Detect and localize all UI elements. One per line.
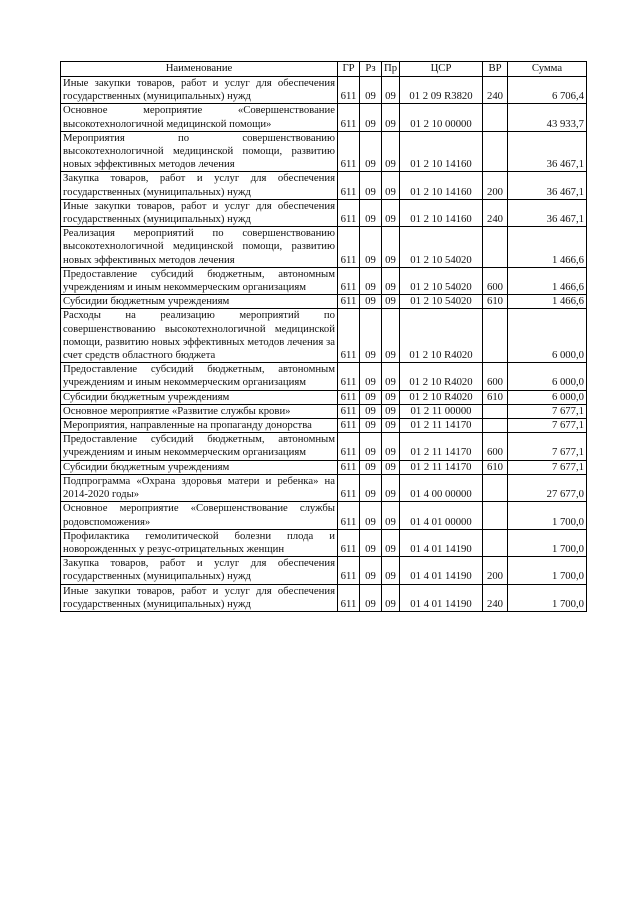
row-gr: 611 (338, 557, 360, 584)
row-gr: 611 (338, 390, 360, 404)
row-sum: 6 000,0 (508, 390, 587, 404)
row-csr: 01 2 11 14170 (400, 460, 483, 474)
header-row (61, 62, 587, 77)
table-row (61, 309, 587, 363)
row-name: Мероприятия, направленные на пропаганду донорства (61, 419, 338, 433)
header-vr: ВР (483, 62, 508, 77)
row-name: Иные закупки товаров, работ и услуг для обеспечения государственных (муниципальных) нужд (61, 199, 338, 226)
row-rz: 09 (360, 172, 382, 199)
row-pr: 09 (382, 584, 400, 611)
row-pr: 09 (382, 419, 400, 433)
row-sum: 6 000,0 (508, 309, 587, 363)
row-rz: 09 (360, 460, 382, 474)
table-row (61, 295, 587, 309)
header-csr: ЦСР (400, 62, 483, 77)
row-name: Предоставление субсидий бюджетным, автономным учреждениям и иным некоммерческим организациям (61, 267, 338, 294)
row-rz: 09 (360, 433, 382, 460)
row-pr: 09 (382, 502, 400, 529)
row-pr: 09 (382, 390, 400, 404)
row-gr: 611 (338, 104, 360, 131)
row-gr: 611 (338, 227, 360, 268)
row-vr: 240 (483, 199, 508, 226)
row-name: Субсидии бюджетным учреждениям (61, 390, 338, 404)
row-name: Иные закупки товаров, работ и услуг для обеспечения государственных (муниципальных) нужд (61, 77, 338, 104)
row-csr: 01 2 10 14160 (400, 199, 483, 226)
table-row (61, 433, 587, 460)
row-csr: 01 4 01 00000 (400, 502, 483, 529)
row-vr (483, 227, 508, 268)
row-csr: 01 2 10 14160 (400, 172, 483, 199)
budget-table (60, 61, 587, 612)
row-sum: 7 677,1 (508, 419, 587, 433)
table-row (61, 557, 587, 584)
row-vr: 240 (483, 584, 508, 611)
row-pr: 09 (382, 227, 400, 268)
row-csr: 01 2 10 R4020 (400, 363, 483, 390)
row-name: Субсидии бюджетным учреждениям (61, 295, 338, 309)
row-vr (483, 529, 508, 556)
row-vr (483, 131, 508, 172)
row-sum: 36 467,1 (508, 131, 587, 172)
row-rz: 09 (360, 309, 382, 363)
row-sum: 43 933,7 (508, 104, 587, 131)
row-rz: 09 (360, 474, 382, 501)
row-vr: 610 (483, 390, 508, 404)
table-row (61, 419, 587, 433)
row-sum: 1 466,6 (508, 267, 587, 294)
row-csr: 01 4 00 00000 (400, 474, 483, 501)
row-csr: 01 2 11 00000 (400, 404, 483, 418)
row-vr: 200 (483, 172, 508, 199)
table-row (61, 404, 587, 418)
table-row (61, 172, 587, 199)
row-gr: 611 (338, 419, 360, 433)
row-sum: 6 706,4 (508, 77, 587, 104)
row-csr: 01 2 10 14160 (400, 131, 483, 172)
row-gr: 611 (338, 529, 360, 556)
header-name: Наименование (61, 62, 338, 77)
row-csr: 01 2 09 R3820 (400, 77, 483, 104)
row-csr: 01 2 10 R4020 (400, 390, 483, 404)
table-row (61, 363, 587, 390)
row-csr: 01 2 10 54020 (400, 227, 483, 268)
row-vr: 600 (483, 267, 508, 294)
table-row (61, 474, 587, 501)
row-gr: 611 (338, 131, 360, 172)
row-sum: 1 700,0 (508, 584, 587, 611)
row-rz: 09 (360, 77, 382, 104)
row-sum: 1 700,0 (508, 557, 587, 584)
row-gr: 611 (338, 363, 360, 390)
table-row (61, 77, 587, 104)
row-vr: 600 (483, 433, 508, 460)
row-sum: 36 467,1 (508, 199, 587, 226)
row-vr (483, 404, 508, 418)
row-csr: 01 2 10 54020 (400, 295, 483, 309)
table-row (61, 390, 587, 404)
table-row (61, 529, 587, 556)
row-name: Мероприятия по совершенствованию высокотехнологичной медицинской помощи, развитию новых эффективных методов лечения (61, 131, 338, 172)
row-vr: 240 (483, 77, 508, 104)
row-vr: 610 (483, 295, 508, 309)
row-rz: 09 (360, 267, 382, 294)
row-name: Предоставление субсидий бюджетным, автономным учреждениям и иным некоммерческим организациям (61, 363, 338, 390)
row-pr: 09 (382, 460, 400, 474)
header-pr: Пр (382, 62, 400, 77)
row-sum: 1 466,6 (508, 295, 587, 309)
table-row (61, 199, 587, 226)
row-name: Закупка товаров, работ и услуг для обеспечения государственных (муниципальных) нужд (61, 557, 338, 584)
row-name: Предоставление субсидий бюджетным, автономным учреждениям и иным некоммерческим организациям (61, 433, 338, 460)
row-sum: 1 700,0 (508, 529, 587, 556)
row-rz: 09 (360, 104, 382, 131)
row-rz: 09 (360, 557, 382, 584)
row-gr: 611 (338, 295, 360, 309)
table-row (61, 131, 587, 172)
row-gr: 611 (338, 309, 360, 363)
row-sum: 6 000,0 (508, 363, 587, 390)
row-gr: 611 (338, 474, 360, 501)
row-rz: 09 (360, 227, 382, 268)
row-vr: 600 (483, 363, 508, 390)
row-csr: 01 2 11 14170 (400, 419, 483, 433)
row-gr: 611 (338, 584, 360, 611)
row-gr: 611 (338, 267, 360, 294)
row-pr: 09 (382, 557, 400, 584)
table-row (61, 460, 587, 474)
row-pr: 09 (382, 199, 400, 226)
header-sum: Сумма (508, 62, 587, 77)
row-vr (483, 474, 508, 501)
row-sum: 7 677,1 (508, 460, 587, 474)
row-gr: 611 (338, 433, 360, 460)
table-row (61, 502, 587, 529)
row-name: Основное мероприятие «Развитие службы крови» (61, 404, 338, 418)
table-row (61, 584, 587, 611)
header-gr: ГР (338, 62, 360, 77)
row-name: Субсидии бюджетным учреждениям (61, 460, 338, 474)
row-vr (483, 502, 508, 529)
row-name: Реализация мероприятий по совершенствованию высокотехнологичной медицинской помощи, развитию новых эффективных методов лечения (61, 227, 338, 268)
row-rz: 09 (360, 199, 382, 226)
row-csr: 01 2 10 R4020 (400, 309, 483, 363)
row-rz: 09 (360, 502, 382, 529)
row-gr: 611 (338, 404, 360, 418)
row-rz: 09 (360, 363, 382, 390)
row-csr: 01 2 11 14170 (400, 433, 483, 460)
row-sum: 1 466,6 (508, 227, 587, 268)
row-pr: 09 (382, 77, 400, 104)
row-rz: 09 (360, 390, 382, 404)
row-pr: 09 (382, 172, 400, 199)
row-pr: 09 (382, 267, 400, 294)
row-pr: 09 (382, 309, 400, 363)
row-pr: 09 (382, 529, 400, 556)
row-name: Подпрограмма «Охрана здоровья матери и ребенка» на 2014-2020 годы» (61, 474, 338, 501)
table-row (61, 227, 587, 268)
table-row (61, 267, 587, 294)
row-name: Основное мероприятие «Совершенствование службы родовспоможения» (61, 502, 338, 529)
row-pr: 09 (382, 363, 400, 390)
row-pr: 09 (382, 474, 400, 501)
row-pr: 09 (382, 404, 400, 418)
row-name: Профилактика гемолитической болезни плода и новорожденных у резус-отрицательных женщин (61, 529, 338, 556)
row-gr: 611 (338, 172, 360, 199)
row-vr (483, 104, 508, 131)
row-vr: 610 (483, 460, 508, 474)
table-row (61, 104, 587, 131)
row-csr: 01 4 01 14190 (400, 584, 483, 611)
row-rz: 09 (360, 131, 382, 172)
row-pr: 09 (382, 131, 400, 172)
row-sum: 27 677,0 (508, 474, 587, 501)
row-name: Закупка товаров, работ и услуг для обеспечения государственных (муниципальных) нужд (61, 172, 338, 199)
row-name: Иные закупки товаров, работ и услуг для обеспечения государственных (муниципальных) нужд (61, 584, 338, 611)
row-csr: 01 4 01 14190 (400, 557, 483, 584)
row-pr: 09 (382, 295, 400, 309)
row-gr: 611 (338, 460, 360, 474)
row-vr (483, 419, 508, 433)
row-pr: 09 (382, 433, 400, 460)
row-csr: 01 4 01 14190 (400, 529, 483, 556)
row-sum: 36 467,1 (508, 172, 587, 199)
row-sum: 1 700,0 (508, 502, 587, 529)
row-gr: 611 (338, 199, 360, 226)
row-rz: 09 (360, 419, 382, 433)
header-rz: Рз (360, 62, 382, 77)
row-csr: 01 2 10 00000 (400, 104, 483, 131)
row-name: Основное мероприятие «Совершенствование высокотехнологичной медицинской помощи» (61, 104, 338, 131)
row-sum: 7 677,1 (508, 404, 587, 418)
row-gr: 611 (338, 502, 360, 529)
row-gr: 611 (338, 77, 360, 104)
row-vr: 200 (483, 557, 508, 584)
row-rz: 09 (360, 404, 382, 418)
row-vr (483, 309, 508, 363)
row-rz: 09 (360, 529, 382, 556)
row-rz: 09 (360, 584, 382, 611)
row-pr: 09 (382, 104, 400, 131)
row-rz: 09 (360, 295, 382, 309)
row-name: Расходы на реализацию мероприятий по совершенствованию высокотехнологичной медицинской помощи, развитию новых эффективных методов лечения за счет средств областного бюджета (61, 309, 338, 363)
row-csr: 01 2 10 54020 (400, 267, 483, 294)
row-sum: 7 677,1 (508, 433, 587, 460)
